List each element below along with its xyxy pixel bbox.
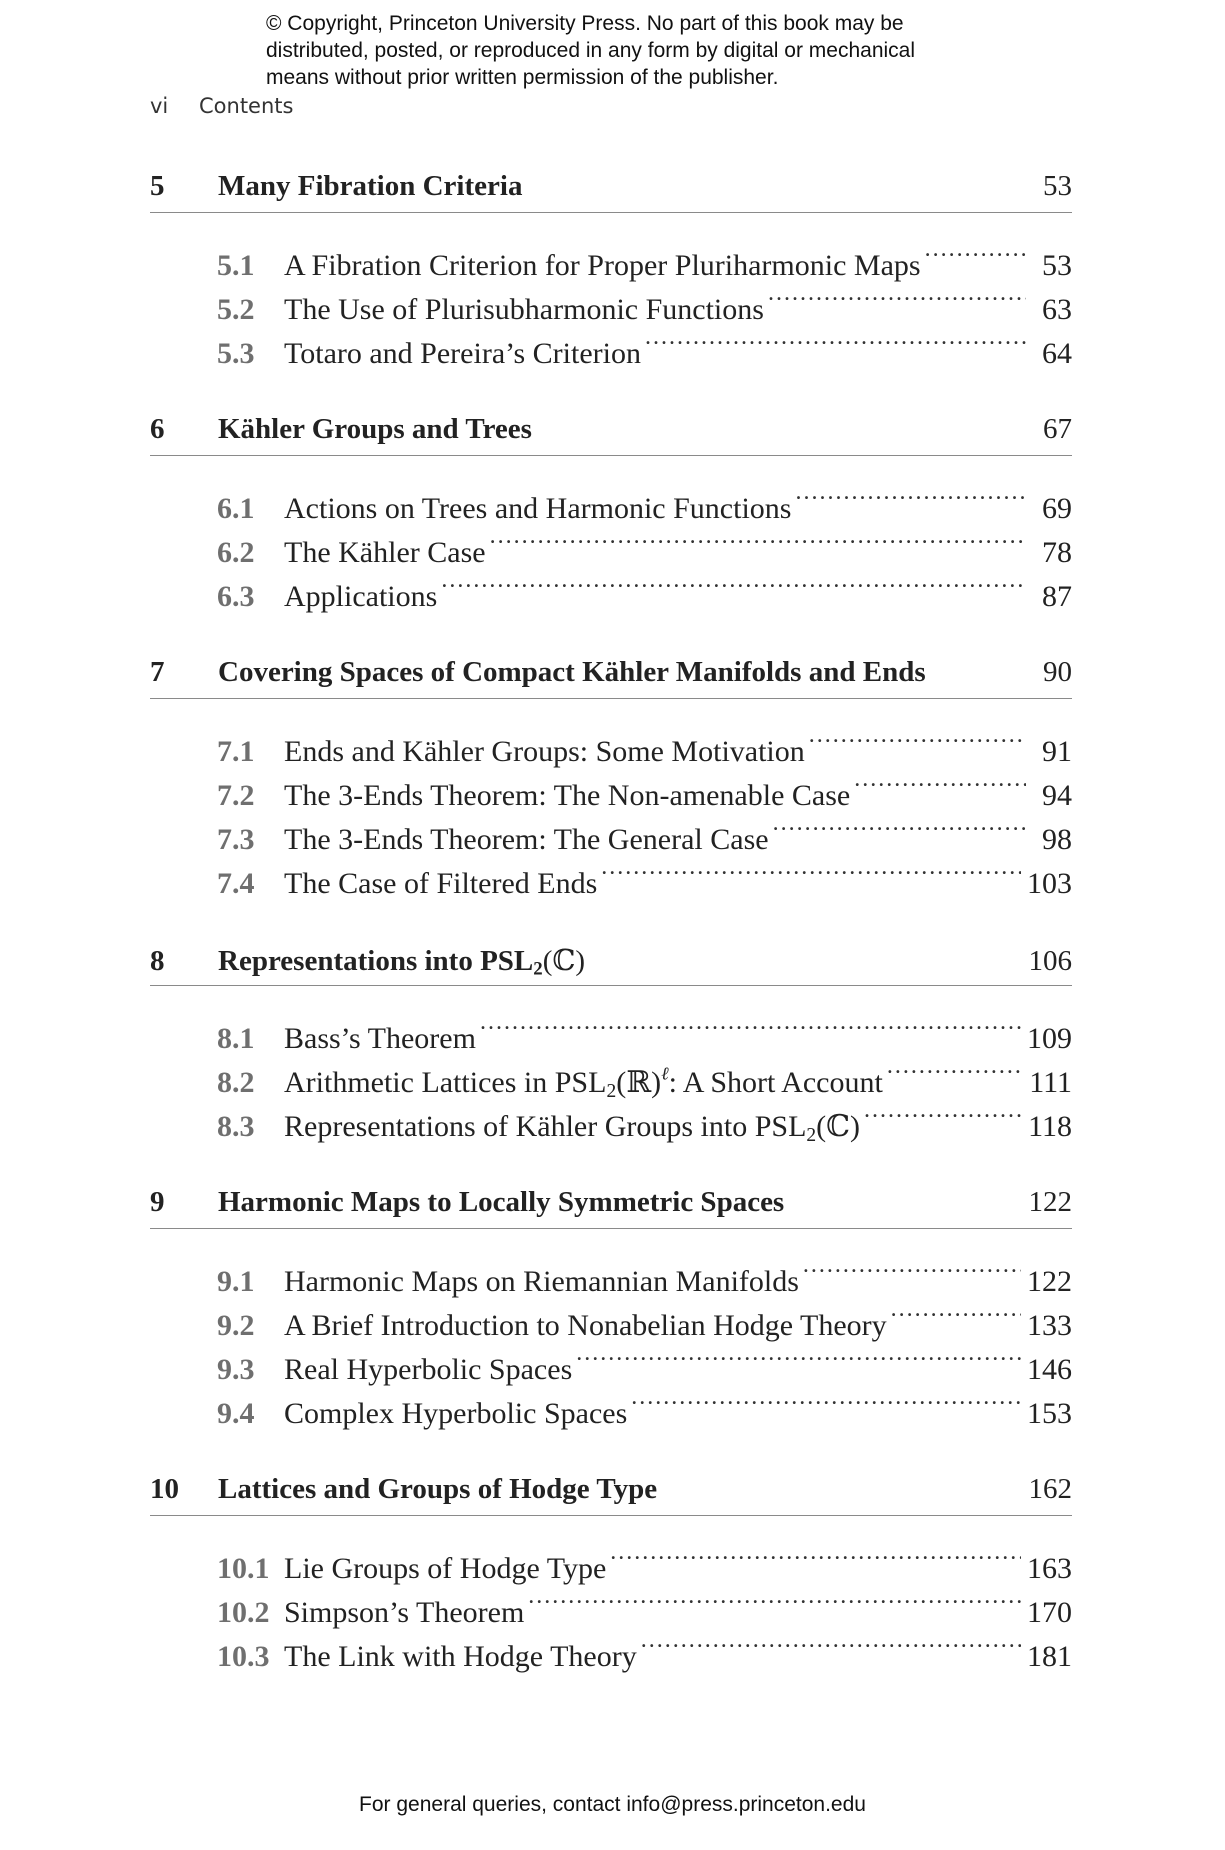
- section-title: The Link with Hodge Theory: [284, 1640, 637, 1673]
- dot-leader: [864, 1092, 1022, 1136]
- chapter-number: 10: [150, 1473, 179, 1505]
- section-title: Applications: [284, 580, 438, 613]
- section-page: 133: [1027, 1309, 1072, 1342]
- chapter-page: 162: [1028, 1473, 1072, 1505]
- dot-leader: [441, 562, 1026, 606]
- section-title: Bass’s Theorem: [284, 1022, 476, 1055]
- section-number: 6.2: [217, 536, 255, 569]
- dot-leader: [576, 1335, 1021, 1379]
- section-title: The Kähler Case: [284, 536, 486, 569]
- dot-leader: [601, 849, 1021, 893]
- chapter-heading[interactable]: [150, 413, 1072, 456]
- section-number: 5.1: [217, 249, 255, 282]
- dot-leader: [887, 1048, 1023, 1092]
- chapter-heading[interactable]: [150, 1186, 1072, 1229]
- chapter-page: 106: [1028, 945, 1072, 977]
- page-number: vi: [150, 94, 169, 118]
- section-number: 5.2: [217, 293, 255, 326]
- chapter-page: 53: [1043, 170, 1072, 202]
- chapter-5: [150, 170, 1072, 370]
- section-title: The Case of Filtered Ends: [284, 867, 598, 900]
- chapter-number: 8: [150, 945, 165, 977]
- section-number: 9.1: [217, 1265, 255, 1298]
- footer-contact: For general queries, contact info@press.princeton.edu: [359, 1793, 866, 1816]
- section-title: Complex Hyperbolic Spaces: [284, 1397, 628, 1430]
- section-page: 170: [1027, 1596, 1072, 1629]
- section-title: Simpson’s Theorem: [284, 1596, 525, 1629]
- section-title: A Brief Introduction to Nonabelian Hodge Theory: [284, 1309, 887, 1342]
- copyright-line: distributed, posted, or reproduced in any form by digital or mechanical: [266, 39, 916, 62]
- chapter-number: 7: [150, 656, 165, 688]
- section-page: 78: [1042, 536, 1072, 569]
- section-entry[interactable]: [217, 717, 1072, 768]
- section-page: 109: [1027, 1022, 1072, 1055]
- section-number: 5.3: [217, 337, 255, 370]
- section-title: Arithmetic Lattices in $PSL_2(ℝ)^\ell$: A Short Account: [284, 1065, 883, 1100]
- chapter-page: 122: [1028, 1186, 1072, 1218]
- dot-leader: [925, 231, 1026, 275]
- chapter-heading[interactable]: [150, 170, 1072, 213]
- section-number: 8.2: [217, 1066, 255, 1099]
- chapter-title: Lattices and Groups of Hodge Type: [218, 1473, 658, 1505]
- section-number: 8.1: [217, 1022, 255, 1055]
- section-title: Totaro and Pereira’s Criterion: [284, 337, 641, 370]
- chapter-6: [150, 413, 1072, 613]
- section-title: Real Hyperbolic Spaces: [284, 1353, 573, 1386]
- chapter-title: Many Fibration Criteria: [218, 170, 523, 202]
- section-entry[interactable]: [217, 1534, 1072, 1585]
- dot-leader: [768, 275, 1026, 319]
- dot-leader: [641, 1622, 1021, 1666]
- section-page: 53: [1042, 249, 1072, 282]
- chapter-9: [150, 1186, 1072, 1430]
- section-number: 7.3: [217, 823, 255, 856]
- chapter-page: 90: [1043, 656, 1072, 688]
- chapter-number: 6: [150, 413, 165, 445]
- section-entry[interactable]: [217, 1247, 1072, 1298]
- section-page: 63: [1042, 293, 1072, 326]
- section-number: 9.2: [217, 1309, 255, 1342]
- chapter-heading[interactable]: [150, 1473, 1072, 1516]
- section-page: 118: [1028, 1110, 1072, 1143]
- chapter-title: Representations into $PSL_2(ℂ)$: [218, 945, 586, 980]
- section-title: Harmonic Maps on Riemannian Manifolds: [284, 1265, 799, 1298]
- section-title: The 3-Ends Theorem: The Non-amenable Case: [284, 779, 851, 812]
- chapter-number: 9: [150, 1186, 165, 1218]
- section-entry[interactable]: [217, 231, 1072, 282]
- chapter-7: [150, 656, 1072, 900]
- section-page: 163: [1027, 1552, 1072, 1585]
- section-number: 10.1: [217, 1552, 270, 1585]
- dot-leader: [610, 1534, 1021, 1578]
- section-title: The Use of Plurisubharmonic Functions: [284, 293, 764, 326]
- dot-leader: [891, 1291, 1021, 1335]
- dot-leader: [480, 1004, 1021, 1048]
- section-title: Ends and Kähler Groups: Some Motivation: [284, 735, 805, 768]
- chapter-heading[interactable]: [150, 656, 1072, 699]
- section-number: 6.3: [217, 580, 255, 613]
- section-page: 94: [1042, 779, 1072, 812]
- section-page: 87: [1042, 580, 1072, 613]
- running-head: [150, 94, 293, 118]
- chapter-8: [150, 943, 1072, 1144]
- running-title: Contents: [199, 94, 294, 118]
- section-page: 98: [1042, 823, 1072, 856]
- section-page: 122: [1027, 1265, 1072, 1298]
- section-title: Lie Groups of Hodge Type: [284, 1552, 607, 1585]
- section-page: 153: [1027, 1397, 1072, 1430]
- section-number: 10.2: [217, 1596, 270, 1629]
- copyright-line: © Copyright, Princeton University Press. No part of this book may be: [266, 12, 904, 35]
- section-title: The 3-Ends Theorem: The General Case: [284, 823, 769, 856]
- dot-leader: [809, 717, 1026, 761]
- dot-leader: [803, 1247, 1021, 1291]
- section-number: 6.1: [217, 492, 255, 525]
- dot-leader: [795, 474, 1026, 518]
- copyright-line: means without prior written permission of the publisher.: [266, 66, 779, 89]
- dot-leader: [854, 761, 1026, 805]
- table-of-contents: [150, 170, 1072, 1716]
- chapter-title: Covering Spaces of Compact Kähler Manifolds and Ends: [218, 656, 926, 688]
- section-title: A Fibration Criterion for Proper Pluriharmonic Maps: [284, 249, 921, 282]
- section-number: 7.4: [217, 867, 255, 900]
- section-page: 181: [1027, 1640, 1072, 1673]
- section-entry[interactable]: [217, 1004, 1072, 1055]
- section-number: 7.2: [217, 779, 255, 812]
- section-entry[interactable]: [217, 474, 1072, 525]
- section-number: 10.3: [217, 1640, 270, 1673]
- section-page: 69: [1042, 492, 1072, 525]
- section-page: 111: [1029, 1066, 1072, 1099]
- chapter-number: 5: [150, 170, 165, 202]
- chapter-10: [150, 1473, 1072, 1673]
- dot-leader: [490, 518, 1026, 562]
- section-page: 103: [1027, 867, 1072, 900]
- section-number: 7.1: [217, 735, 255, 768]
- dot-leader: [631, 1379, 1021, 1423]
- section-number: 9.3: [217, 1353, 255, 1386]
- section-number: 9.4: [217, 1397, 255, 1430]
- section-page: 64: [1042, 337, 1072, 370]
- chapter-heading[interactable]: [150, 943, 1072, 986]
- section-page: 91: [1042, 735, 1072, 768]
- chapter-page: 67: [1043, 413, 1072, 445]
- section-page: 146: [1027, 1353, 1072, 1386]
- section-title: Actions on Trees and Harmonic Functions: [284, 492, 792, 525]
- chapter-title: Harmonic Maps to Locally Symmetric Spaces: [218, 1186, 785, 1218]
- copyright-notice: [266, 10, 1026, 91]
- section-title: Representations of Kähler Groups into $PSL_2(ℂ)$: [284, 1110, 861, 1144]
- section-number: 8.3: [217, 1110, 255, 1143]
- dot-leader: [645, 319, 1026, 363]
- chapter-title: Kähler Groups and Trees: [218, 413, 532, 445]
- dot-leader: [528, 1578, 1021, 1622]
- dot-leader: [773, 805, 1026, 849]
